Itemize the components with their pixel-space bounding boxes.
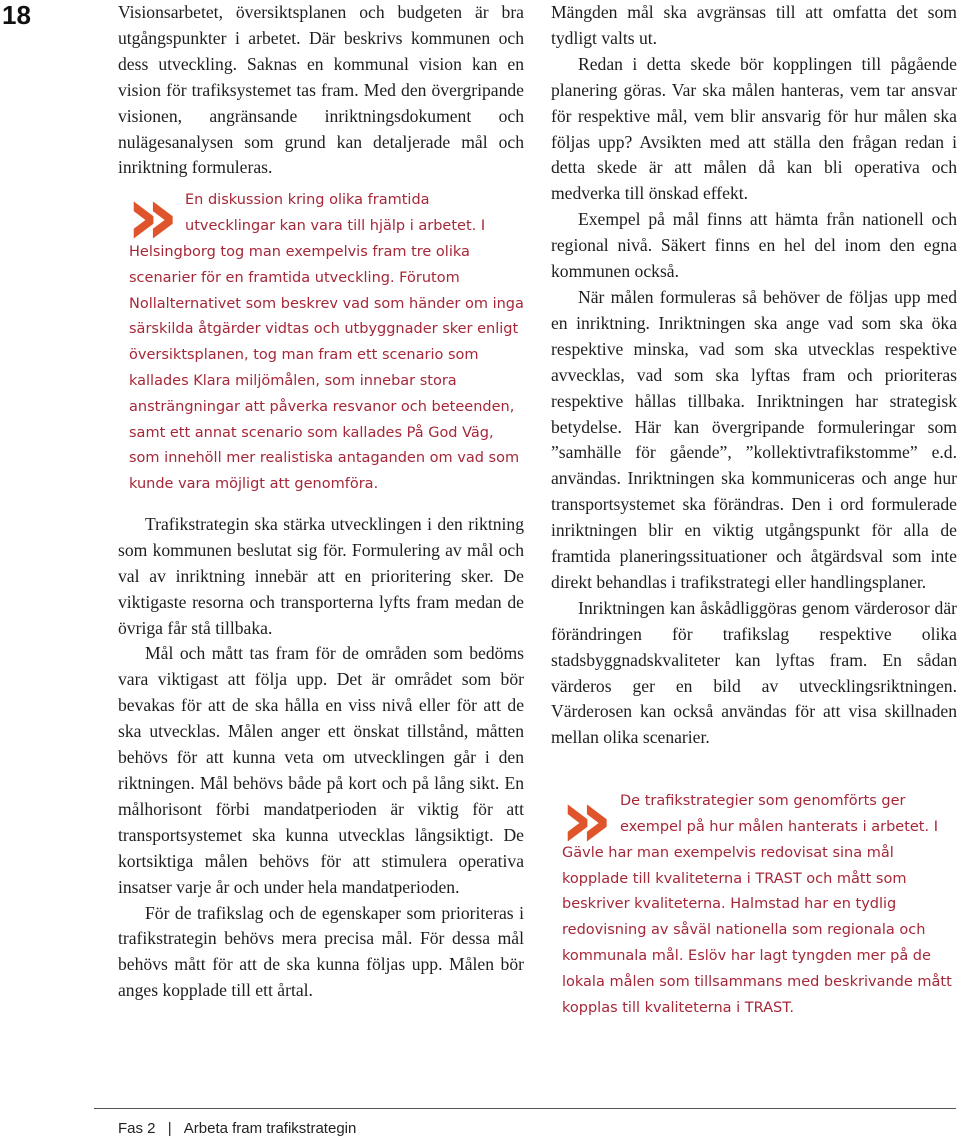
body-paragraph: Inriktningen kan åskådliggöras genom värderosor där förändringen för trafikslag respektive olika stadsbyggnadskvaliteter kan lyftas fram. En sådan värderos ger en bild av utvecklingsriktningen. Värderosen kan också användas för att visa skillnaden mellan olika scenarier. xyxy=(551,597,957,748)
footer-title: Arbeta fram trafikstrategin xyxy=(183,1120,357,1137)
footer-section: Fas 2 xyxy=(118,1120,156,1137)
body-paragraph: När målen formuleras så behöver de följas upp med en inriktning. Inriktningen ska ange vad som ska öka respektive minska, vad som ska utvecklas respektive avvecklas, vad som ska lyftas fram och prioriteras respektive hållas tillbaka. Inriktningen har strategisk betydelse. Här kan övergripande formuleringar som ”samhälle för gående”, ”kollektivtrafikstomme” e.d. användas. Inriktningen ska kommuniceras och ange hur transportsystemet ska förändras. Den i ord formulerade inriktningen blir en viktig utgångspunkt för alla de framtida planeringssituationer och åtgärdsval som inte direkt behandlas i trafikstrategi eller handlingsplaner. xyxy=(551,286,957,592)
footer-divider xyxy=(94,1108,956,1109)
pull-quote xyxy=(118,169,524,498)
body-paragraph: Mängden mål ska avgränsas till att omfatta det som tydligt valts ut. xyxy=(551,2,957,48)
page-number: 18 xyxy=(2,0,31,30)
body-paragraph: För de trafikslag och de egenskaper som prioriteras i trafikstrategin behövs mera precisa mål. För dessa mål behövs mått för att de ska kunna följas upp. Målen bör anges kopplade till ett årtal. xyxy=(118,902,524,1001)
quote-mark-icon: » xyxy=(126,169,169,265)
quote-mark-icon: » xyxy=(560,772,603,868)
footer-separator: | xyxy=(167,1120,172,1137)
left-column xyxy=(118,0,524,1004)
body-paragraph: Mål och mått tas fram för de områden som bedöms vara viktigast att följa upp. Det är området som bör bevakas för att de ska hålla en viss nivå eller för att de ska utvecklas. Målen anger ett önskat tillstånd, måtten behövs för att kunna veta om utvecklingen går i den riktningen. Mål behövs både på kort och på lång sikt. En målhorisont förbi mandatperioden är viktig för att transportsystemet ska kunna utvecklas långsiktigt. De kortsiktiga målen behövs för att stimulera operativa insatser varje år och under hela mandatperioden. xyxy=(118,643,524,897)
body-paragraph: Visionsarbetet, översiktsplanen och budgeten är bra utgångspunkter i arbetet. Där beskrivs kommunen och dess utveckling. Saknas en kommunal vision kan en vision för trafiksystemet tas fram. Med den övergripande visionen, angränsande inriktningsdokument och nulägesanalysen som grund kan detaljerade mål och inriktning formuleras. xyxy=(118,2,524,178)
body-paragraph: Redan i detta skede bör kopplingen till pågående planering göras. Var ska målen hanteras, vem tar ansvar för respektive mål, vem blir ansvarig för hur målen ska följas upp? Avsikten med att ställa den frågan redan i detta skede är att målen då kan bli operativa och medverka till önskad effekt. xyxy=(551,53,957,204)
quote-text: De trafikstrategier som genomförts ger exempel på hur målen hanterats i arbetet. I Gävle har man exempelvis redovisat sina mål kopplade till kvaliteterna i TRAST och mått som beskriver kvaliteterna. Halmstad har en tydlig redovisning av såväl nationella som regionala och kommunala mål. Eslöv har lagt tyngden mer på de lokala målen som tillsammans med beskrivande mått kopplas till kvaliteterna i TRAST. xyxy=(562,793,952,1016)
quote-text: En diskussion kring olika framtida utvecklingar kan vara till hjälp i arbetet. I Helsingborg tog man exempelvis fram tre olika scenarier för en framtida utveckling. Förutom Nollalternativet som beskrev vad som händer om inga särskilda åtgärder vidtas och utbyggnader sker enligt översiktsplanen, tog man fram ett scenario som kallades Klara miljömålen, som innebar stora ansträngningar att påverka resvanor och beteenden, samt ett annat scenario som kallades På God Väg, som innehöll mer realistiska antaganden om vad som kunde vara möjligt att genomföra. xyxy=(129,192,524,493)
body-paragraph: Trafikstrategin ska stärka utvecklingen i den riktning som kommunen beslutat sig för. Formulering av mål och val av inriktning innebär att en prioritering sker. De viktigaste resorna och transporterna lyfts fram medan de övriga får stå tillbaka. xyxy=(118,513,524,638)
body-paragraph: Exempel på mål finns att hämta från nationell och regional nivå. Säkert finns en hel del inom den egna kommunen också. xyxy=(551,209,957,282)
pull-quote xyxy=(551,772,957,1021)
right-column xyxy=(551,0,957,1021)
